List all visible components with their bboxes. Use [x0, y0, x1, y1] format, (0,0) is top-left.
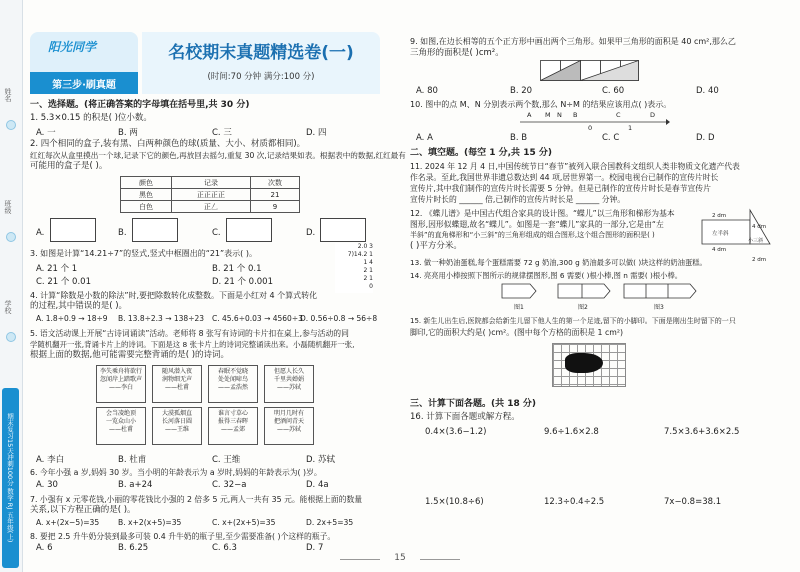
q5-text-b: 学随机翻开一张,背诵卡片上的诗词。下面是这 8 张卡片上的诗词完整诵读出来。小磊随机翻开一张, — [30, 340, 355, 349]
brand-logo: 阳光同学 — [48, 40, 97, 54]
q15-text-b: 脚印,它的面积大约是( )cm²。(图中每个方格的面积是 1 cm²) — [410, 328, 623, 337]
q5-option: B. 杜甫 — [118, 455, 147, 465]
q1-option: D. 四 — [306, 128, 327, 138]
dimension-label: 4 dm — [752, 224, 767, 230]
axis-arrow-icon — [666, 119, 670, 125]
table-cell: 黑色 — [121, 189, 172, 201]
class-label: 班级 — [4, 200, 12, 214]
poem-author: ——苏轼 — [276, 384, 301, 391]
table-row — [121, 189, 300, 201]
shape-label: 左半斜 — [712, 231, 729, 237]
q7-text-a: 7. 小强有 x 元零花钱,小丽的零花钱比小强的 2 倍多 5 元,两人一共有 35 元。能根据上面的数量 — [30, 495, 363, 504]
q12-text-a: 12. 《蝶儿谱》是中国古代组合家具的设计图。“蝶儿”以三角形和梯形为基本 — [410, 209, 675, 218]
q9-text-b: 三角形的面积是( )cm²。 — [410, 48, 504, 58]
q16-text: 16. 计算下面各题或解方程。 — [410, 412, 520, 422]
q4-text-a: 4. 计算“除数是小数的除法”时,要把除数转化成整数。下面是小红对 4 个算式转化 — [30, 291, 318, 300]
poem-author: ——孟浩然 — [217, 384, 248, 391]
poem-card — [96, 407, 146, 445]
poem-author: ——王维 — [164, 426, 189, 433]
q9-option: D. 40 — [696, 86, 719, 96]
poem-line: 一览众山小 — [105, 418, 136, 425]
poem-card — [96, 365, 146, 403]
ball-box-icon — [132, 218, 178, 242]
poem-line: 报得三春晖 — [217, 418, 248, 425]
poem-author: ——杜甫 — [108, 426, 133, 433]
ball-box-icon — [50, 218, 96, 242]
q8-text: 8. 要把 2.5 升牛奶分装到最多可装 0.4 升牛奶的瓶子里,至少需要准备( )个这样的瓶子。 — [30, 532, 336, 541]
calc-item: 7x−0.8=38.1 — [664, 497, 722, 507]
poem-card — [264, 365, 314, 403]
figure-caption: 图3 — [654, 304, 664, 311]
poem-line: 明月几时有 — [273, 410, 304, 417]
school-label: 学校 — [4, 300, 12, 314]
q1-option: C. 三 — [212, 128, 232, 138]
q8-option: A. 6 — [36, 543, 53, 553]
q4-text-b: 的过程,其中错误的是( )。 — [30, 301, 128, 311]
q10-option: D. D — [696, 133, 715, 143]
axis-label: M — [545, 111, 551, 119]
table-cell: 21 — [251, 189, 300, 201]
pattern-figure-1 — [502, 284, 536, 298]
q12-text-c: 半斜”的直角梯形和“小三斜”的三角形组成的组合图形,这个组合图形的面积是( ) — [410, 231, 655, 239]
q9-text-a: 9. 如图,在边长相等的五个正方形中画出两个三角形。如果甲三角形的面积是 40 cm²,那么乙 — [410, 37, 736, 46]
q7-text-b: 关系,以下方程正确的是( )。 — [30, 505, 136, 515]
q9-option: C. 60 — [602, 86, 625, 96]
q5-option: A. 李白 — [36, 455, 65, 465]
exam-info: (时间:70 分钟 满分:100 分) — [207, 72, 315, 82]
poem-card — [208, 365, 258, 403]
q3-option: A. 21 个 1 — [36, 264, 78, 274]
poem-line: 会当凌绝顶 — [105, 410, 136, 417]
section-2-title: 二、填空题。(每空 1 分,共 15 分) — [410, 148, 552, 158]
calc-item: 0.4×(3.6−1.2) — [425, 427, 487, 437]
calc-item: 9.6÷1.6×2.8 — [544, 427, 599, 437]
q3-option: C. 21 个 0.01 — [36, 277, 91, 287]
binding-spine — [0, 0, 23, 572]
q8-option: C. 6.3 — [212, 543, 237, 553]
poem-author: ——孟郊 — [220, 426, 245, 433]
q11-text-c: 宣传片,其中我们制作的宣传片时长需要 5 分钟。但是已制作的宣传片时长是春节宣传片 — [410, 184, 711, 193]
q14-text: 14. 亮亮用小棒按照下图所示的规律摆图形,图 6 需要( )根小棒,图 n 需要( )根小棒。 — [410, 271, 683, 280]
dimension-label: 2 dm — [752, 257, 767, 263]
footer-divider — [420, 559, 460, 560]
step-badge: 第三步·刷真题 — [30, 72, 138, 94]
pattern-figure-2 — [558, 284, 610, 298]
q3-text: 3. 如图是计算“14.21÷7”的竖式,竖式中框圈出的“21”表示( )。 — [30, 249, 257, 258]
poem-line: 李失乘舟将欲行 — [99, 368, 142, 375]
poem-author: ——苏轼 — [276, 426, 301, 433]
q7-option: B. x+2(x+5)=35 — [118, 518, 182, 527]
q3-option: D. 21 个 0.001 — [212, 277, 274, 287]
poem-card — [152, 407, 202, 445]
page-number: 15 — [394, 553, 406, 563]
long-division-figure: 2.0 3 7)14.2 1 1 4 2 1 2 1 0 — [335, 243, 373, 293]
q4-option: A. 1.8÷0.9 → 18÷9 — [36, 314, 108, 323]
ball-box-icon — [226, 218, 272, 242]
q9-option: B. 20 — [510, 86, 533, 96]
axis-label: B — [573, 111, 578, 119]
axis-label: A — [527, 111, 532, 119]
results-table — [120, 176, 300, 213]
table-cell: 白色 — [121, 201, 172, 213]
q1-option: B. 两 — [118, 128, 138, 138]
q2-option: C. — [212, 228, 221, 238]
q1-option: A. 一 — [36, 128, 56, 138]
ball-box-icon — [320, 218, 366, 242]
q7-option: A. x+(2x−5)=35 — [36, 518, 100, 527]
q12-text-d: ( )平方分米。 — [410, 241, 462, 251]
poem-line: 润物细无声 — [161, 376, 192, 383]
footprint-icon — [565, 353, 603, 373]
q11-text-a: 11. 2024 年 12 月 4 日,中国传统节日“春节”被列入联合国教科文组织人类非物质文化遗产代表 — [410, 162, 740, 171]
table-header: 颜色 — [121, 177, 172, 189]
q7-option: D. 2x+5=35 — [306, 518, 354, 527]
page-title: 名校期末真题精选卷(一) — [168, 43, 354, 63]
q10-option: A. A — [416, 133, 433, 143]
q2-option: D. — [306, 228, 316, 238]
q5-option: C. 王维 — [212, 455, 241, 465]
calc-item: 7.5×3.6+3.6×2.5 — [664, 427, 740, 437]
poem-line: 谁言寸草心 — [217, 410, 248, 417]
q10-option: C. C — [602, 133, 620, 143]
name-label: 姓名 — [4, 88, 12, 102]
table-header: 记录 — [172, 177, 251, 189]
q2-text-b: 红红每次从盒里摸出一个球,记录下它的颜色,再放回去摇匀,重复 30 次,记录结果如表。根据表中的数据,红红最有 — [30, 151, 406, 160]
table-cell: 正正正正 — [172, 189, 251, 201]
q5-option: D. 苏轼 — [306, 455, 335, 465]
table-header-row — [121, 177, 300, 189]
q5-text-c: 根据上面的数据,他可能需要完整背诵的是( )的诗词。 — [30, 350, 230, 360]
q8-option: D. 7 — [306, 543, 324, 553]
q6-option: C. 32−a — [212, 480, 247, 490]
poem-line: 忽闻岸上踏歌声 — [99, 376, 142, 383]
poem-line: 大漠孤烟直 — [161, 410, 192, 417]
table-cell: 9 — [251, 201, 300, 213]
axis-label: N — [557, 111, 562, 119]
poem-line: 但愿人长久 — [273, 368, 304, 375]
table-cell: 正𠃋 — [172, 201, 251, 213]
number-line-figure — [520, 110, 670, 134]
header — [30, 32, 380, 94]
axis-label: 0 — [588, 124, 593, 132]
pattern-figure-3 — [624, 284, 696, 298]
q6-option: A. 30 — [36, 480, 58, 490]
poem-card — [152, 365, 202, 403]
poem-line: 处处闻啼鸟 — [217, 376, 248, 383]
logo-box — [30, 32, 138, 94]
calc-item: 1.5×(10.8÷6) — [425, 497, 484, 507]
q2-option: A. — [36, 228, 45, 238]
q11-text-b: 作名录。至此,我国世界非遗总数达到 44 项,居世界第一。校园电视台已制作的宣传片时长 — [410, 173, 719, 182]
squares-triangles-figure — [540, 60, 640, 82]
q2-option: B. — [118, 228, 127, 238]
q6-option: D. 4a — [306, 480, 329, 490]
q6-text: 6. 今年小强 a 岁,妈妈 30 岁。当小明的年龄表示为 a 岁时,妈妈的年龄表示为( )岁。 — [30, 468, 322, 477]
dimension-label: 2 dm — [712, 213, 727, 219]
q7-option: C. x+(2x+5)=35 — [212, 518, 276, 527]
poem-line: 随风潜入夜 — [161, 368, 192, 375]
axis-label: C — [616, 111, 621, 119]
stick-pattern-figure — [500, 282, 700, 300]
q4-option: D. 0.56÷0.8 → 56÷8 — [300, 314, 378, 323]
dimension-label: 4 dm — [712, 247, 727, 253]
section-1-title: 一、选择题。(将正确答案的字母填在括号里,共 30 分) — [30, 100, 250, 110]
poem-card — [208, 407, 258, 445]
poem-line: 长河落日圆 — [161, 418, 192, 425]
q2-text-c: 可能用的盒子是( )。 — [30, 161, 108, 171]
title-box — [142, 32, 380, 94]
q1-text: 1. 5.3×0.15 的积是( )位小数。 — [30, 113, 152, 123]
q10-text: 10. 图中的点 M、N 分别表示两个数,那么 N÷M 的结果应该用点( )表示。 — [410, 100, 672, 109]
poem-line: 把酒问青天 — [273, 418, 304, 425]
q8-option: B. 6.25 — [118, 543, 149, 553]
section-3-title: 三、计算下面各题。(共 18 分) — [410, 399, 537, 409]
calc-item: 12.3÷0.4÷2.5 — [544, 497, 605, 507]
poem-author: ——杜甫 — [164, 384, 189, 391]
figure-caption: 图1 — [514, 304, 524, 311]
series-band: 期末复习15天冲刺100分 数学 RJ 五年级(上) — [2, 388, 19, 568]
q9-option: A. 80 — [416, 86, 438, 96]
poem-card — [264, 407, 314, 445]
binding-hole-icon — [6, 120, 16, 130]
poem-line: 春眠不觉晓 — [217, 368, 248, 375]
q4-option: B. 13.8÷2.3 → 138÷23 — [118, 314, 205, 323]
poem-line: 千里共婵娟 — [273, 376, 304, 383]
axis-label: 1 — [628, 124, 633, 132]
axis-label: D — [650, 111, 656, 119]
binding-hole-icon — [6, 332, 16, 342]
shape-label: 小三斜 — [748, 238, 764, 244]
q3-option: B. 21 个 0.1 — [212, 264, 262, 274]
q6-option: B. a+24 — [118, 480, 153, 490]
q13-text: 13. 做一种奶油蛋糕,每个蛋糕需要 72 g 奶油,300 g 奶油最多可以做( )块这样的奶油蛋糕。 — [410, 258, 707, 267]
q10-option: B. B — [510, 133, 528, 143]
table-header: 次数 — [251, 177, 300, 189]
table-row — [121, 201, 300, 213]
q11-text-d: 宣传片时长的 ______ 倍,已制作的宣传片时长是 ______ 分钟。 — [410, 195, 626, 204]
q2-text-a: 2. 四个相同的盒子,装有黑、白两种颜色的球(质量、大小、材质都相同)。 — [30, 139, 306, 149]
poem-author: ——李白 — [108, 384, 133, 391]
q4-option: C. 45.6÷0.03 → 4560÷3 — [212, 314, 303, 323]
q5-text-a: 5. 语文活动课上开展“古诗词诵读”活动。老师将 8 张写有诗词的卡片扣在桌上,参与活动的同 — [30, 329, 349, 338]
q15-text-a: 15. 新生儿出生后,医院都会给新生儿留下他人生的第一个足迹,留下的小脚印。下面是刚出生时留下的一只 — [410, 317, 736, 325]
figure-caption: 图2 — [578, 304, 588, 311]
binding-hole-icon — [6, 232, 16, 242]
q12-text-b: 图形,因形似蝶翅,故名“蝶儿”。如图是一套“蝶儿”家具的一部分,它是由“左 — [410, 220, 664, 229]
